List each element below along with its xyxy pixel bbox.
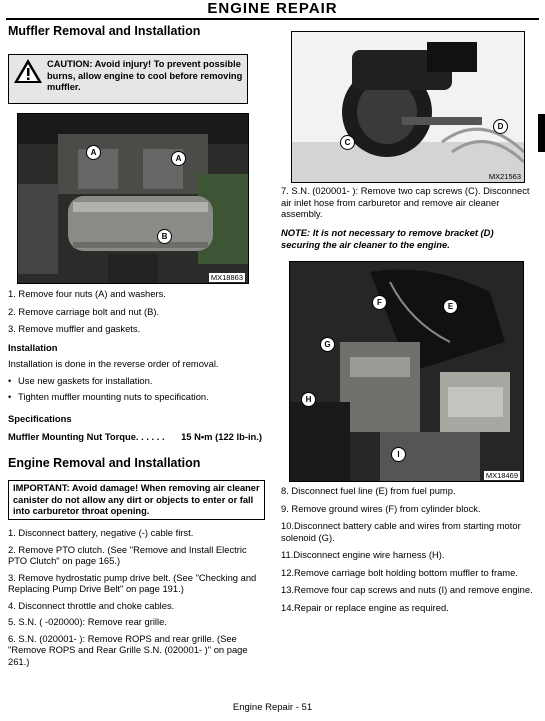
callout-f: F bbox=[372, 295, 387, 310]
step-8: 8. Disconnect fuel line (E) from fuel pump. bbox=[281, 485, 456, 496]
installation-text: Installation is done in the reverse order of removal. bbox=[8, 358, 219, 369]
air-cleaner-photo bbox=[291, 31, 525, 183]
step-1: 1. Remove four nuts (A) and washers. bbox=[8, 288, 166, 299]
important-text: IMPORTANT: Avoid damage! When removing air cleaner canister do not allow any dirt or objects to enter or fall into carburetor throat opening. bbox=[13, 483, 260, 516]
step-5: 5. S.N. ( -020000): Remove rear grille. bbox=[8, 616, 167, 627]
install-bullet-2 bbox=[8, 391, 209, 403]
installation-heading: Installation bbox=[8, 342, 58, 353]
photo-id: MX18863 bbox=[210, 273, 243, 282]
step-3: 3. Remove hydrostatic pump drive belt. (See "Checking and Replacing Pump Drive Belt" on page 191.) bbox=[8, 571, 257, 594]
step-9: 9. Remove ground wires (F) from cylinder block. bbox=[281, 502, 481, 514]
page-header: ENGINE REPAIR bbox=[207, 0, 338, 17]
page-footer: Engine Repair - 51 bbox=[232, 702, 313, 713]
engine-photo-image bbox=[290, 262, 523, 481]
muffler-photo bbox=[17, 113, 249, 284]
photo-id: MX21563 bbox=[488, 172, 521, 181]
section-tab-marker bbox=[538, 114, 545, 152]
spec-value: 15 N•m (122 lb-in.) bbox=[181, 431, 262, 442]
callout-b: B bbox=[157, 229, 172, 244]
caution-text: CAUTION: Avoid injury! To prevent possible burns, allow engine to cool before removing muffler. bbox=[47, 59, 243, 92]
callout-h: H bbox=[301, 392, 316, 407]
callout-a-right: A bbox=[171, 151, 186, 166]
muffler-steps bbox=[8, 288, 266, 341]
callout-a-left: A bbox=[86, 145, 101, 160]
step-6: 6. S.N. (020001- ): Remove ROPS and rear grille. (See "Remove ROPS and Rear Grille S.N. (020001- )" on page 261.) bbox=[8, 632, 248, 667]
step-4: 4. Disconnect throttle and choke cables. bbox=[8, 599, 175, 611]
caution-box bbox=[8, 54, 248, 104]
callout-c: C bbox=[340, 135, 355, 150]
callout-d: D bbox=[493, 119, 508, 134]
section-title-engine: Engine Removal and Installation bbox=[8, 456, 201, 470]
install-bullet-1-text: Use new gaskets for installation. bbox=[18, 375, 153, 386]
step-3: 3. Remove muffler and gaskets. bbox=[8, 323, 141, 334]
step-7: 7. S.N. (020001- ): Remove two cap screws (C). Disconnect air inlet hose from carburetor and remove air cleaner assembly. bbox=[281, 185, 530, 219]
note-text: NOTE: It is not necessary to remove bracket (D) securing the air cleaner to the engine. bbox=[281, 227, 494, 250]
engine-steps-left bbox=[8, 527, 266, 672]
step-10: 10.Disconnect battery cable and wires from starting motor solenoid (G). bbox=[281, 520, 521, 543]
spec-label: Muffler Mounting Nut Torque. . . . . . bbox=[8, 431, 165, 442]
header-rule bbox=[6, 18, 539, 20]
muffler-photo-image bbox=[18, 114, 248, 283]
warning-icon bbox=[13, 58, 43, 84]
specifications-heading: Specifications bbox=[8, 413, 72, 424]
callout-e: E bbox=[443, 299, 458, 314]
engine-photo bbox=[289, 261, 524, 482]
section-title-muffler: Muffler Removal and Installation bbox=[8, 24, 201, 38]
callout-i: I bbox=[391, 447, 406, 462]
important-box bbox=[8, 480, 265, 520]
step-2: 2. Remove carriage bolt and nut (B). bbox=[8, 305, 160, 317]
engine-steps-right bbox=[281, 485, 533, 619]
step-1: 1. Disconnect battery, negative (-) cable first. bbox=[8, 527, 194, 538]
install-bullet-2-text: Tighten muffler mounting nuts to specification. bbox=[18, 391, 209, 402]
air-cleaner-photo-image bbox=[292, 32, 524, 182]
step-12: 12.Remove carriage bolt holding bottom muffler to frame. bbox=[281, 566, 518, 578]
step-13: 13.Remove four cap screws and nuts (I) and remove engine. bbox=[281, 584, 533, 595]
step-2: 2. Remove PTO clutch. (See "Remove and Install Electric PTO Clutch" on page 165.) bbox=[8, 543, 247, 566]
step-14: 14.Repair or replace engine as required. bbox=[281, 601, 449, 613]
spec-row bbox=[8, 431, 266, 443]
callout-g: G bbox=[320, 337, 335, 352]
photo-id: MX18469 bbox=[485, 471, 518, 480]
install-bullet-1 bbox=[8, 375, 152, 387]
step-11: 11.Disconnect engine wire harness (H). bbox=[281, 549, 445, 560]
